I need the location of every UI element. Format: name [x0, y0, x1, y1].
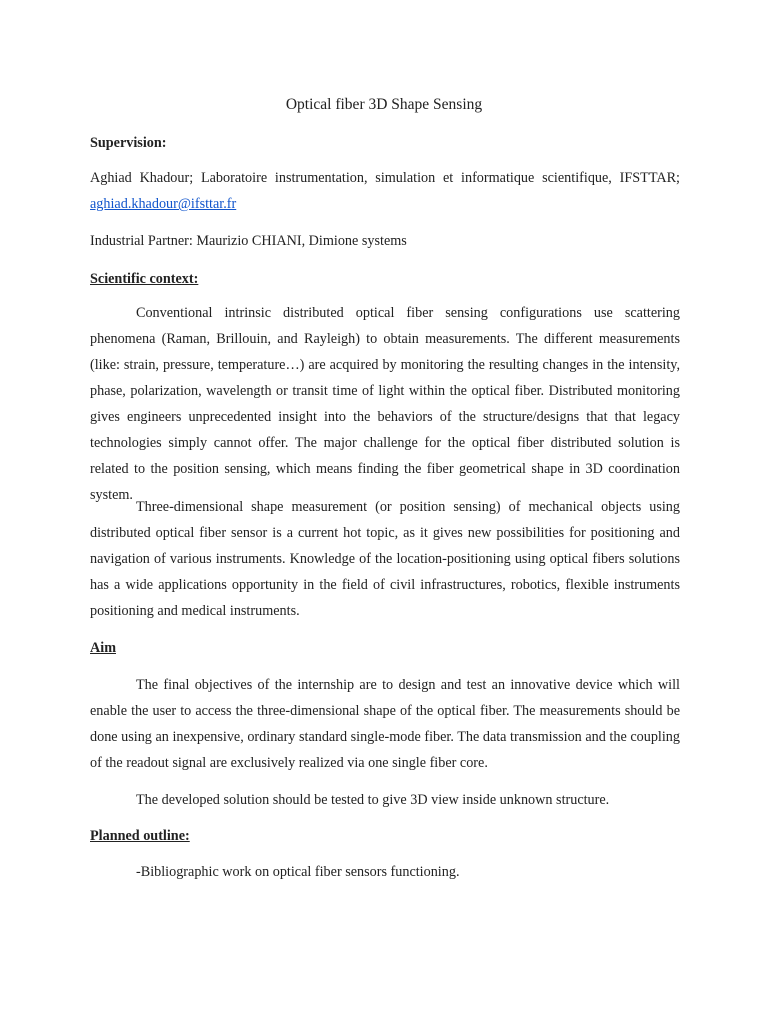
document-title: Optical fiber 3D Shape Sensing: [285, 96, 483, 113]
context-heading: Scientific context:: [90, 271, 199, 287]
industrial-partner: Industrial Partner: Maurizio CHIANI, Dimione systems: [90, 233, 407, 249]
supervision-heading: Supervision:: [90, 135, 167, 151]
outline-item-1: -Bibliographic work on optical fiber sensors functioning.: [136, 864, 460, 880]
aim-heading: Aim: [90, 640, 117, 656]
supervisor-text: Aghiad Khadour; Laboratoire instrumentation, simulation et informatique scientifique, IFSTTAR;: [90, 170, 680, 186]
context-paragraph-1: Conventional intrinsic distributed optical fiber sensing configurations use scattering phenomena (Raman, Brillouin, and Rayleigh) to obtain measurements. The different measurements (like: strain, pressure, temperature…) are acquired by monitoring the resulting changes in the intensity, phase, polarization, wavelength or transit time of light within the optical fiber. Distributed monitoring gives engineers unprecedented insight into the behaviors of the structure/designs that that legacy technologies simply cannot offer. The major challenge for the optical fiber distributed solution is related to the position sensing, which means finding the fiber geometrical shape in 3D coordination system.: [90, 305, 680, 503]
supervisor-email-link[interactable]: aghiad.khadour@ifsttar.fr: [90, 196, 237, 212]
context-paragraph-2: Three-dimensional shape measurement (or position sensing) of mechanical objects using distributed optical fiber sensor is a current hot topic, as it gives new possibilities for positioning and navigation of various instruments. Knowledge of the location-positioning using optical fibers solutions has a wide applications opportunity in the field of civil infrastructures, robotics, flexible instruments positioning and medical instruments.: [90, 499, 680, 619]
supervisor-paragraph: [90, 165, 680, 217]
aim-paragraph-2: The developed solution should be tested to give 3D view inside unknown structure.: [136, 792, 610, 808]
aim-paragraph-1: The final objectives of the internship are to design and test an innovative device which will enable the user to access the three-dimensional shape of the optical fiber. The measurements should be done using an inexpensive, ordinary standard single-mode fiber. The data transmission and the coupling of the readout signal are exclusively realized via one single fiber core.: [90, 677, 680, 771]
outline-heading: Planned outline:: [90, 828, 190, 844]
